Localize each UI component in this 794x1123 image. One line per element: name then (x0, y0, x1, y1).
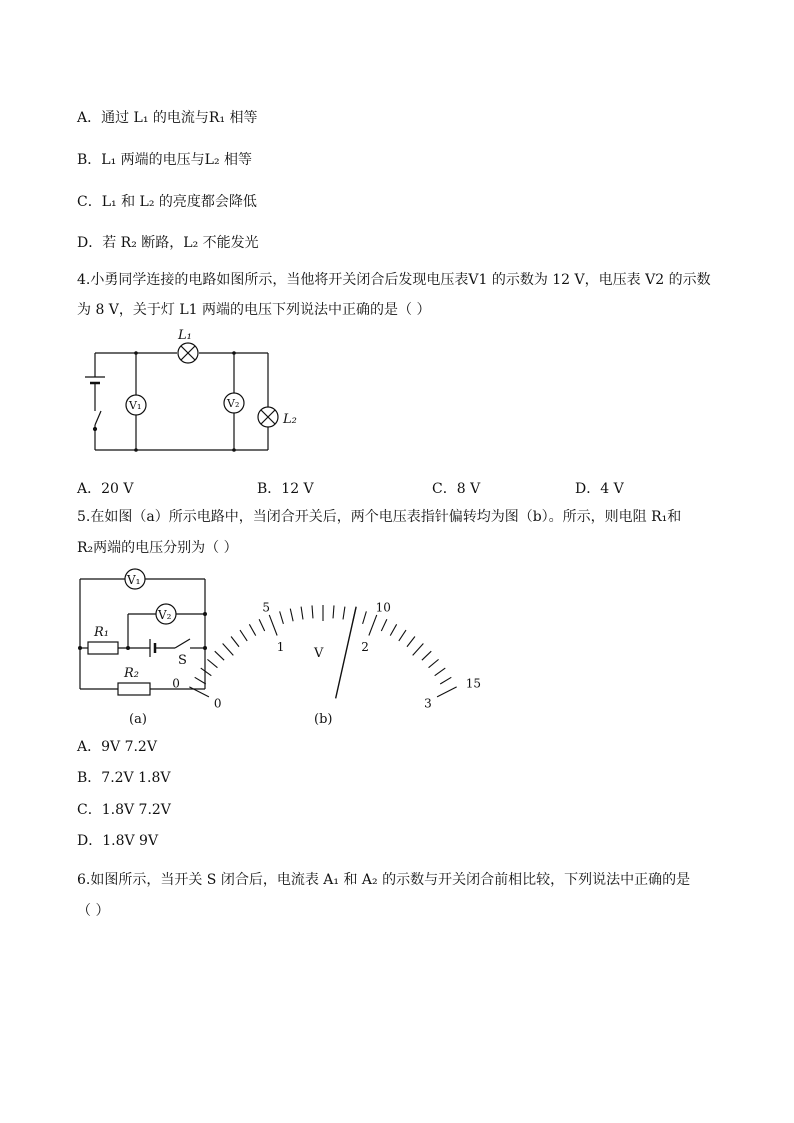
dial-tick (223, 644, 234, 656)
dial-tick (407, 636, 415, 646)
q5-option-d: D．1.8V 9V (77, 833, 159, 849)
q4-option-d: D．4 V (575, 481, 624, 497)
dial-needle (336, 607, 357, 699)
dial-tick (437, 687, 457, 697)
scale-bottom-3: 3 (424, 696, 432, 711)
q5-option-b: B．7.2V 1.8V (77, 770, 171, 786)
q4-label-l1: L₁ (178, 328, 192, 343)
dial-tick (422, 651, 431, 660)
q5-voltmeter-dial (172, 585, 482, 730)
dial-tick (231, 636, 239, 646)
dial-tick (413, 644, 424, 656)
dial-tick (280, 611, 284, 623)
q5-label-r1: R₁ (94, 625, 109, 640)
q5-label-r2: R₂ (124, 666, 139, 681)
scale-bottom-0: 0 (213, 696, 222, 711)
q3-option-d: D．若 R₂ 断路，L₂ 不能发光 (77, 235, 259, 251)
scale-top-5: 5 (262, 600, 271, 615)
scale-top-10: 10 (375, 600, 391, 615)
q5-caption-b: (b) (314, 712, 333, 727)
q3-option-b: B．L₁ 两端的电压与L₂ 相等 (77, 152, 253, 168)
dial-tick (269, 615, 277, 636)
scale-top-0: 0 (172, 676, 180, 691)
q6-stem-line1: 6.如图所示，当开关 S 闭合后，电流表 A₁ 和 A₂ 的示数与开关闭合前相比较，下列说法中正确的是 (77, 872, 691, 888)
dial-tick (290, 609, 293, 622)
scale-bottom-2: 2 (361, 639, 369, 654)
dial-tick (249, 624, 255, 635)
q5-label-v2: V₂ (158, 608, 172, 622)
dial-tick (312, 605, 313, 618)
q4-options (77, 478, 637, 498)
q4-label-l2: L₂ (283, 412, 297, 427)
scale-bottom-1: 1 (276, 639, 285, 654)
dial-tick (259, 619, 265, 631)
q3-option-c: C．L₁ 和 L₂ 的亮度都会降低 (77, 194, 257, 210)
dial-tick (440, 677, 451, 684)
q5-option-a: A．9V 7.2V (77, 739, 157, 755)
q4-label-v1: V₁ (129, 399, 142, 412)
dial-tick (363, 611, 367, 623)
q4-stem-line1: 4.小勇同学连接的电路如图所示，当他将开关闭合后发现电压表V1 的示数为 12 V，电压表 V2 的示数 (77, 272, 711, 288)
q4-circuit-diagram (70, 325, 310, 465)
dial-tick (333, 605, 334, 618)
q4-label-v2: V₂ (227, 397, 240, 410)
dial-tick (399, 630, 406, 641)
dial-tick (435, 668, 446, 676)
dial-tick (343, 607, 345, 620)
q6-stem-line2: （ ） (77, 903, 110, 919)
q5-option-c: C．1.8V 7.2V (77, 802, 171, 818)
q4-option-b: B．12 V (257, 481, 314, 497)
dial-tick (369, 615, 377, 636)
dial-tick (381, 619, 387, 631)
q5-stem-line1: 5.在如图（a）所示电路中，当闭合开关后，两个电压表指针偏转均为图（b）。所示，则电阻 R₁和 (77, 509, 682, 525)
q5-circuit-a (70, 565, 220, 730)
q4-stem-line2: 为 8 V，关于灯 L1 两端的电压下列说法中正确的是（ ） (77, 302, 431, 318)
q5-stem-line2: R₂两端的电压分别为（ ） (77, 540, 238, 556)
q4-option-a: A．20 V (77, 481, 134, 497)
dial-tick (301, 607, 303, 620)
q3-option-a: A．通过 L₁ 的电流与R₁ 相等 (77, 110, 258, 126)
q4-option-c: C．8 V (432, 481, 481, 497)
scale-top-15: 15 (465, 676, 482, 691)
q5-label-s: S (178, 653, 187, 668)
dial-tick (240, 630, 247, 641)
dial-tick (429, 659, 439, 667)
q5-caption-a: (a) (129, 712, 147, 727)
q5-label-v1: V₁ (127, 573, 141, 587)
dial-tick (390, 624, 396, 635)
dial-unit: V (314, 646, 324, 661)
